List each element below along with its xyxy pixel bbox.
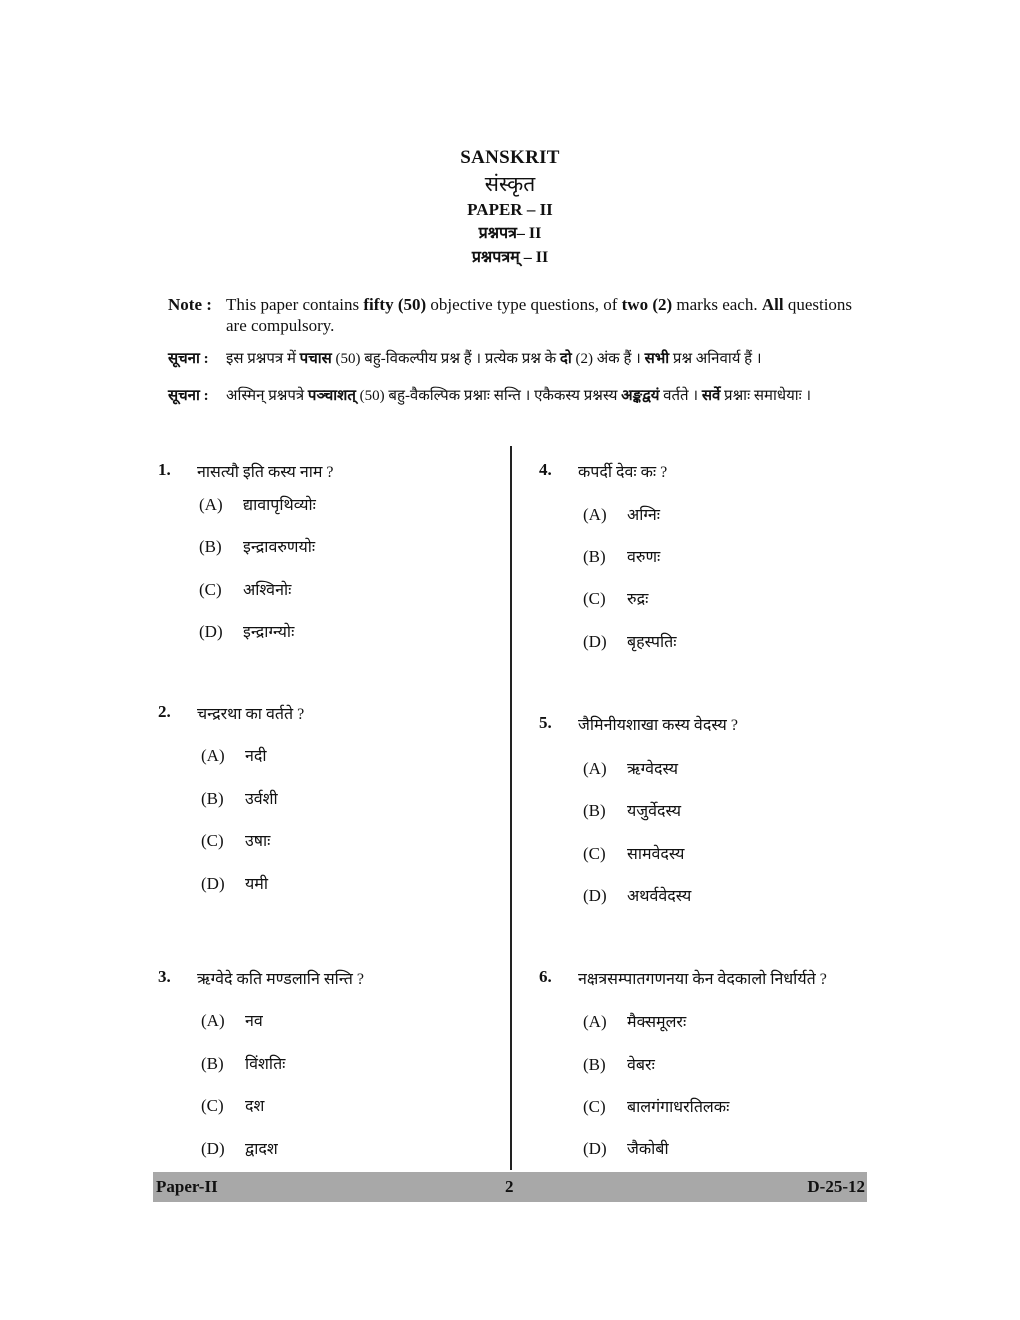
option-text: इन्द्राग्न्योः [243, 624, 295, 641]
note-sanskrit [168, 385, 858, 407]
note-text-part: इस प्रश्नपत्र में [226, 351, 300, 367]
option-d[interactable] [583, 1137, 669, 1159]
question-number: 6. [539, 967, 552, 986]
paper-title-hi: प्रश्नपत्र– II [478, 225, 542, 242]
option-text: नव [245, 1013, 263, 1030]
option-c[interactable] [583, 587, 648, 609]
option-label: (D) [201, 874, 225, 893]
note-bold: सर्वे [701, 388, 721, 404]
option-text: अथर्ववेदस्य [627, 888, 692, 905]
question-text: चन्द्ररथा का वर्तते ? [197, 706, 305, 723]
note-text-part: This paper contains [226, 295, 364, 314]
note-text-part: marks each. [672, 295, 762, 314]
option-label: (D) [201, 1139, 225, 1158]
option-text: अश्विनोः [243, 582, 292, 599]
subject-title-en: SANSKRIT [460, 147, 560, 168]
footer-paper-label: Paper-II [156, 1177, 218, 1196]
option-label: (B) [583, 1055, 606, 1074]
option-label: (C) [199, 580, 222, 599]
note-text-part: questions are compulsory. [226, 295, 853, 335]
option-text: दश [245, 1098, 265, 1115]
option-text: अग्निः [627, 507, 660, 524]
option-label: (A) [583, 1012, 607, 1031]
option-label: (B) [201, 789, 224, 808]
option-label: (A) [199, 495, 223, 514]
column-divider [510, 446, 512, 1170]
option-label: (B) [199, 537, 222, 556]
paper-title-sa: प्रश्नपत्रम् – II [471, 249, 549, 266]
option-label: (A) [201, 746, 225, 765]
question-text: जैमिनीयशाखा कस्य वेदस्य ? [578, 717, 738, 734]
option-b[interactable] [199, 535, 315, 557]
question-number: 3. [158, 967, 171, 986]
question-number: 5. [539, 713, 552, 732]
option-d[interactable] [583, 884, 691, 906]
question-number: 2. [158, 702, 171, 721]
note-text-part: (2) अंक हैं । [571, 351, 645, 367]
option-label: (A) [583, 505, 607, 524]
option-label: (C) [201, 831, 224, 850]
page-footer [153, 1172, 867, 1202]
option-text: सामवेदस्य [627, 846, 685, 863]
option-a[interactable] [583, 757, 678, 779]
option-text: उषाः [245, 833, 271, 850]
note-bold: All [761, 295, 784, 314]
option-label: (C) [583, 589, 606, 608]
page-header [0, 146, 1020, 270]
question-number: 4. [539, 460, 552, 479]
option-text: नदी [245, 748, 267, 765]
note-label: सूचना : [168, 388, 209, 404]
option-a[interactable] [199, 493, 316, 515]
option-a[interactable] [201, 1009, 263, 1031]
footer-code: D-25-12 [807, 1177, 865, 1196]
option-text: इन्द्रावरुणयोः [243, 539, 316, 556]
option-label: (A) [583, 759, 607, 778]
option-label: (D) [583, 632, 607, 651]
note-bold: two (2) [621, 295, 673, 314]
option-c[interactable] [199, 578, 291, 600]
option-label: (B) [201, 1054, 224, 1073]
option-a[interactable] [201, 744, 267, 766]
note-bold: अङ्कद्वयं [621, 388, 660, 404]
option-d[interactable] [583, 630, 676, 652]
option-text: बालगंगाधरतिलकः [627, 1099, 730, 1116]
option-text: ऋग्वेदस्य [627, 761, 679, 778]
note-text [226, 385, 858, 407]
option-text: वरुणः [627, 549, 661, 566]
question-text: ऋग्वेदे कति मण्डलानि सन्ति ? [197, 971, 364, 988]
option-text: यमी [245, 876, 268, 893]
note-bold: पञ्चाशत् [307, 388, 356, 404]
option-a[interactable] [583, 503, 660, 525]
option-b[interactable] [583, 799, 681, 821]
note-hindi [168, 348, 858, 370]
question-text: नक्षत्रसम्पातगणनया केन वेदकालो निर्धार्यते ? [578, 971, 827, 988]
note-bold: fifty (50) [363, 295, 427, 314]
option-d[interactable] [201, 872, 268, 894]
option-label: (C) [583, 844, 606, 863]
option-c[interactable] [201, 1094, 264, 1116]
note-text [226, 294, 858, 336]
option-label: (B) [583, 801, 606, 820]
note-english [168, 294, 858, 336]
option-label: (D) [199, 622, 223, 641]
option-b[interactable] [583, 545, 660, 567]
note-bold: दो [559, 351, 572, 367]
option-text: द्यावापृथिव्योः [243, 497, 316, 514]
note-text-part: (50) बहु-विकल्पीय प्रश्न हैं । प्रत्येक प्रश्न के [331, 351, 560, 367]
note-text-part: objective type questions, of [426, 295, 622, 314]
option-text: यजुर्वेदस्य [627, 803, 682, 820]
option-text: बृहस्पतिः [627, 634, 677, 651]
option-text: रुद्रः [627, 591, 649, 608]
option-text: विंशतिः [245, 1056, 286, 1073]
note-text-part: प्रश्नाः समाधेयाः । [720, 388, 812, 404]
page-number: 2 [505, 1177, 514, 1196]
option-b[interactable] [201, 787, 278, 809]
option-label: (B) [583, 547, 606, 566]
option-text: वेबरः [627, 1057, 655, 1074]
question-text: कपर्दी देवः कः ? [578, 464, 668, 481]
option-text: जैकोबी [627, 1141, 669, 1158]
option-label: (D) [583, 886, 607, 905]
note-text-part: अस्मिन् प्रश्नपत्रे [226, 388, 308, 404]
question-text: नासत्यौ इति कस्य नाम ? [197, 464, 334, 481]
option-text: द्वादश [245, 1141, 278, 1158]
question-number: 1. [158, 460, 171, 479]
subject-title-hi: संस्कृत [484, 172, 536, 196]
note-label: सूचना : [168, 351, 209, 367]
option-label: (A) [201, 1011, 225, 1030]
note-text [226, 348, 858, 370]
note-text-part: प्रश्न अनिवार्य हैं । [669, 351, 762, 367]
note-text-part: वर्तते । [659, 388, 702, 404]
option-b[interactable] [583, 1053, 655, 1075]
option-label: (D) [583, 1139, 607, 1158]
note-label: Note : [168, 295, 212, 314]
note-bold: पचास [299, 351, 332, 367]
option-text: मैक्समूलरः [627, 1014, 687, 1031]
option-label: (C) [201, 1096, 224, 1115]
option-label: (C) [583, 1097, 606, 1116]
option-c[interactable] [583, 842, 684, 864]
option-d[interactable] [201, 1137, 278, 1159]
note-text-part: (50) बहु-वैकल्पिक प्रश्नाः सन्ति । एकैकस्य प्रश्नस्य [355, 388, 622, 404]
option-c[interactable] [583, 1095, 729, 1117]
option-b[interactable] [201, 1052, 285, 1074]
paper-title-en: PAPER – II [467, 200, 553, 219]
option-text: उर्वशी [245, 791, 278, 808]
option-c[interactable] [201, 829, 270, 851]
note-bold: सभी [644, 351, 670, 367]
option-a[interactable] [583, 1010, 686, 1032]
option-d[interactable] [199, 620, 294, 642]
